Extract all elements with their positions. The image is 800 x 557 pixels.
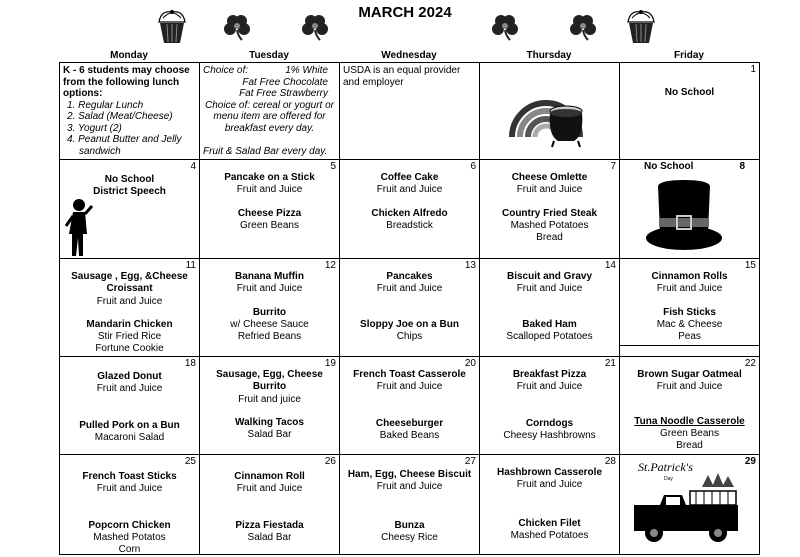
logo-text: Day <box>664 476 673 482</box>
lunch-item: Tuna Noodle Casserole <box>634 415 745 427</box>
lunch-side: Salad Bar <box>247 429 292 441</box>
thursday-picture-cell <box>480 63 620 160</box>
milk-option: Fat Free Chocolate <box>242 76 328 88</box>
day-number: 25 <box>184 456 196 467</box>
breakfast-side: Fruit and Juice <box>236 184 303 196</box>
breakfast-side: Fruit and Juice <box>516 184 583 196</box>
day-cell-4 <box>60 160 200 259</box>
breakfast-side: Fruit and Juice <box>516 381 583 393</box>
lunch-option: 1. Regular Lunch <box>67 99 144 111</box>
breakfast-item: Cinnamon Roll <box>234 471 305 482</box>
breakfast-item: Banana Muffin <box>235 271 304 282</box>
lunch-item: Cheese Pizza <box>237 207 302 219</box>
day-header-tuesday: Tuesday <box>249 50 289 61</box>
breakfast-item: Biscuit and Gravy <box>506 271 593 282</box>
lunch-item: Corndogs <box>525 417 574 429</box>
breakfast-item: Burrito <box>252 381 287 393</box>
day-cell-26 <box>200 455 340 555</box>
lunch-options-intro: K - 6 students may choose from the following lunch options: <box>63 65 190 99</box>
day-cell-1 <box>620 63 760 160</box>
breakfast-side: Fruit and Juice <box>656 381 723 393</box>
day-number: 22 <box>744 358 756 369</box>
breakfast-item: Breakfast Pizza <box>512 369 587 380</box>
lunch-side: Peas <box>678 331 701 343</box>
lunch-item: Sloppy Joe on a Bun <box>360 318 459 330</box>
day-number: 8 <box>739 161 745 172</box>
breakfast-item: Coffee Cake <box>380 172 439 183</box>
lunch-side: Fortune Cookie <box>95 343 164 355</box>
breakfast-item: Pancake on a Stick <box>224 172 315 183</box>
lunch-side: Refried Beans <box>237 331 302 343</box>
lunch-option: 2. Salad (Meat/Cheese) <box>67 111 173 122</box>
day-cell-13 <box>340 259 480 357</box>
lunch-side: Mac & Cheese <box>656 318 723 330</box>
shamrock-icon <box>568 12 598 42</box>
breakfast-item: Cheese Omlette <box>511 172 588 183</box>
breakfast-side: Fruit and Juice <box>96 295 163 307</box>
lunch-side: Cheesy Hashbrowns <box>503 429 596 441</box>
day-header-wednesday: Wednesday <box>381 50 437 61</box>
lunch-item: Pulled Pork on a Bun <box>79 419 180 431</box>
divider <box>620 345 759 346</box>
day-number: 5 <box>330 161 336 172</box>
lunch-item: Cheeseburger <box>375 417 444 429</box>
day-cell-6 <box>340 160 480 259</box>
st-patricks-truck-icon <box>630 457 742 552</box>
day-cell-27 <box>340 455 480 555</box>
lunch-side: Chips <box>396 330 423 342</box>
lunch-side: w/ Cheese Sauce <box>230 318 309 330</box>
lunch-item: Burrito <box>252 306 287 318</box>
breakfast-item: Hashbrown Casserole <box>496 467 603 478</box>
no-school-label: No School <box>664 87 715 98</box>
day-number: 26 <box>324 456 336 467</box>
day-cell-11 <box>60 259 200 357</box>
day-cell-20 <box>340 357 480 455</box>
shamrock-icon <box>222 12 252 42</box>
breakfast-side: Fruit and Juice <box>96 483 163 495</box>
lunch-item: Mandarin Chicken <box>86 318 173 330</box>
breakfast-item: French Toast Casserole <box>353 369 466 380</box>
breakfast-side: Fruit and Juice <box>376 481 443 493</box>
day-number: 19 <box>324 358 336 369</box>
breakfast-item: French Toast Sticks <box>82 471 177 482</box>
breakfast-note: Choice of: cereal or yogurt or menu item are offered for breakfast every day. <box>205 99 334 134</box>
no-school-label: No School <box>644 161 694 172</box>
lunch-options-list <box>63 100 196 158</box>
salad-bar-note: Fruit & Salad Bar every day. <box>203 145 328 157</box>
cupcake-icon <box>155 8 189 46</box>
lunch-item: Fish Sticks <box>663 306 716 318</box>
day-number: 21 <box>604 358 616 369</box>
day-number: 20 <box>464 358 476 369</box>
breakfast-item: Cinnamon Rolls <box>651 271 728 282</box>
lunch-side: Mashed Potatoes <box>510 529 589 541</box>
breakfast-item: Ham, Egg, Cheese Biscuit <box>347 469 472 480</box>
lunch-item: Bunza <box>394 519 425 531</box>
day-cell-8 <box>620 160 760 259</box>
notes-wednesday-cell <box>340 63 480 160</box>
breakfast-item: Sausage , Egg, &Cheese <box>71 271 188 282</box>
day-number: 15 <box>744 260 756 271</box>
lunch-option: 3. Yogurt (2) <box>67 122 122 134</box>
milk-option: Fat Free Strawberry <box>239 88 328 99</box>
lunch-side: Green Beans <box>660 427 719 439</box>
day-number: 6 <box>470 161 476 172</box>
day-number: 28 <box>604 456 616 467</box>
day-number: 29 <box>744 456 756 467</box>
speaker-silhouette-icon <box>63 198 93 258</box>
breakfast-item: Sausage, Egg, Cheese <box>216 369 323 380</box>
breakfast-item: Brown Sugar Oatmeal <box>637 369 742 380</box>
day-cell-19 <box>200 357 340 455</box>
page-title: MARCH 2024 <box>358 4 452 21</box>
lunch-item: Popcorn Chicken <box>88 519 171 531</box>
lunch-side: Cheesy Rice <box>381 531 438 543</box>
lunch-side: Baked Beans <box>379 429 440 441</box>
day-cell-7 <box>480 160 620 259</box>
lunch-side: Bread <box>536 232 563 244</box>
lunch-item: Pizza Fiestada <box>235 519 304 531</box>
day-number: 13 <box>464 260 476 271</box>
day-cell-12 <box>200 259 340 357</box>
day-number: 7 <box>610 161 616 172</box>
notes-tuesday-cell <box>200 63 340 160</box>
shamrock-icon <box>490 12 520 42</box>
day-header-friday: Friday <box>673 50 704 61</box>
lunch-option: 4. Peanut Butter and Jelly sandwich <box>67 134 182 157</box>
event-label: District Speech <box>93 186 166 198</box>
day-header-thursday: Thursday <box>526 50 572 61</box>
day-number: 11 <box>185 260 196 271</box>
rainbow-pot-of-gold-icon <box>508 77 592 149</box>
shamrock-icon <box>300 12 330 42</box>
lunch-side: Breadstick <box>386 219 433 231</box>
logo-text: St.Patrick's <box>638 460 693 474</box>
breakfast-item: Pancakes <box>386 271 433 282</box>
day-number: 4 <box>190 161 196 172</box>
lunch-item: Baked Ham <box>522 318 577 330</box>
day-number: 14 <box>604 260 616 271</box>
breakfast-side: Fruit and Juice <box>656 283 723 295</box>
day-cell-25 <box>60 455 200 555</box>
lunch-side: Stir Fried Rice <box>97 331 162 343</box>
lunch-side: Bread <box>676 440 703 452</box>
breakfast-item: Croissant <box>106 283 153 295</box>
day-cell-15 <box>620 259 760 357</box>
milk-choice: Choice of: 1% White <box>203 65 328 76</box>
notes-monday-cell <box>60 63 200 160</box>
day-cell-5 <box>200 160 340 259</box>
lunch-side: Corn <box>118 544 141 556</box>
day-cell-29 <box>620 455 760 555</box>
breakfast-side: Fruit and Juice <box>236 283 303 295</box>
day-number: 12 <box>324 260 336 271</box>
event-label: No School <box>104 174 155 185</box>
breakfast-side: Fruit and Juice <box>96 383 163 395</box>
breakfast-item: Glazed Donut <box>97 371 162 382</box>
lunch-side: Green Beans <box>240 219 299 231</box>
lunch-side: Macaroni Salad <box>94 431 165 443</box>
lunch-item: Country Fried Steak <box>501 207 598 219</box>
lunch-item: Chicken Filet <box>518 517 581 529</box>
day-cell-28 <box>480 455 620 555</box>
breakfast-side: Fruit and Juice <box>376 381 443 393</box>
lunch-item: Walking Tacos <box>235 416 304 428</box>
day-number: 27 <box>464 456 476 467</box>
lunch-side: Scalloped Potatoes <box>506 330 593 342</box>
breakfast-side: Fruit and Juice <box>236 483 303 495</box>
breakfast-side: Fruit and juice <box>238 393 301 405</box>
day-cell-22 <box>620 357 760 455</box>
breakfast-side: Fruit and Juice <box>516 479 583 491</box>
breakfast-side: Fruit and Juice <box>376 184 443 196</box>
lunch-side: Mashed Potatoes <box>510 219 589 231</box>
calendar-grid <box>59 62 760 555</box>
day-number: 1 <box>750 64 756 75</box>
leprechaun-hat-icon <box>644 176 724 254</box>
day-cell-18 <box>60 357 200 455</box>
lunch-side: Salad Bar <box>247 531 292 543</box>
breakfast-side: Fruit and Juice <box>376 283 443 295</box>
breakfast-side: Fruit and Juice <box>516 283 583 295</box>
cupcake-icon <box>624 8 658 46</box>
day-cell-14 <box>480 259 620 357</box>
day-header-monday: Monday <box>110 50 148 61</box>
day-number: 18 <box>184 358 196 369</box>
day-cell-21 <box>480 357 620 455</box>
usda-statement: USDA is an equal provider and employer <box>343 65 461 89</box>
lunch-item: Chicken Alfredo <box>371 207 448 219</box>
lunch-side: Mashed Potatos <box>93 531 166 543</box>
